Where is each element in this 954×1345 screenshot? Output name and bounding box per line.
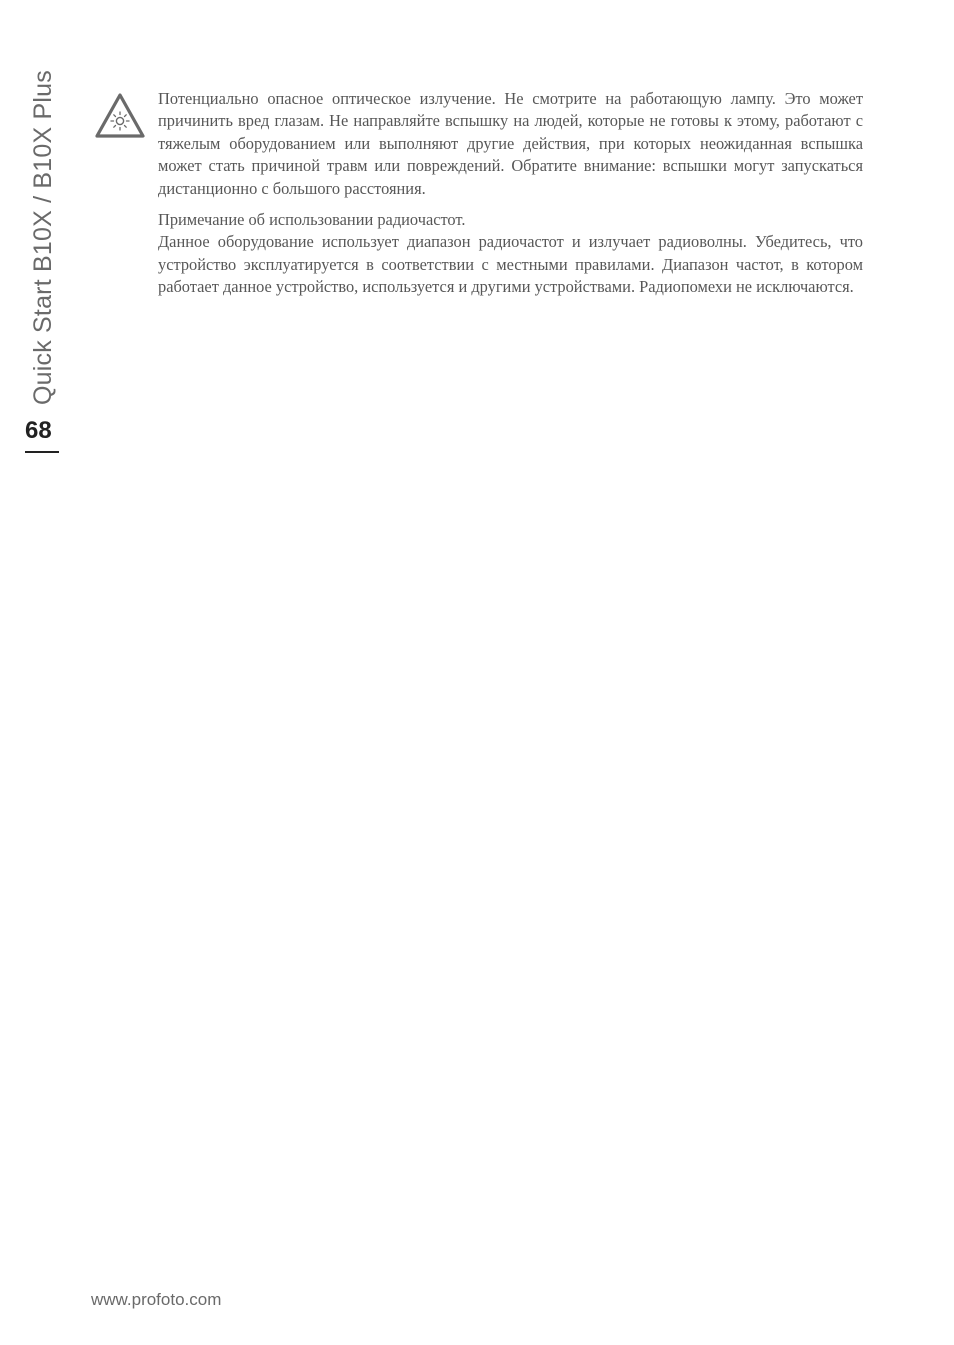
document-title-vertical: Quick Start B10X / B10X Plus [29,70,57,405]
radio-note-heading: Примечание об использовании радиочастот. [158,210,466,230]
main-content [158,88,863,299]
page-number-rule [25,451,59,453]
page-number: 68 [25,417,52,444]
optical-radiation-warning-icon [94,92,146,140]
radio-note-paragraph: Данное оборудование использует диапазон радиочастот и излучает радиоволны. Убедитесь, что устройство эксплуатируется в соответствии с местными правилами. Диапазон частот, в котором работает данное устройство, используется и другими устройствами. Радиопомехи не исключаются. [158,232,863,297]
optical-warning-paragraph: Потенциально опасное оптическое излучение. Не смотрите на работающую лампу. Это может причинить вред глазам. Не направляйте вспышку на людей, которые не готовы к этому, работают с тяжелым оборудованием или выполняют другие действия, при которых неожиданная вспышка может стать причиной травм или повреждений. Обратите внимание: вспышки могут запускаться дистанционно с большого расстояния. [158,89,863,198]
footer-website-url: www.profoto.com [91,1290,222,1309]
